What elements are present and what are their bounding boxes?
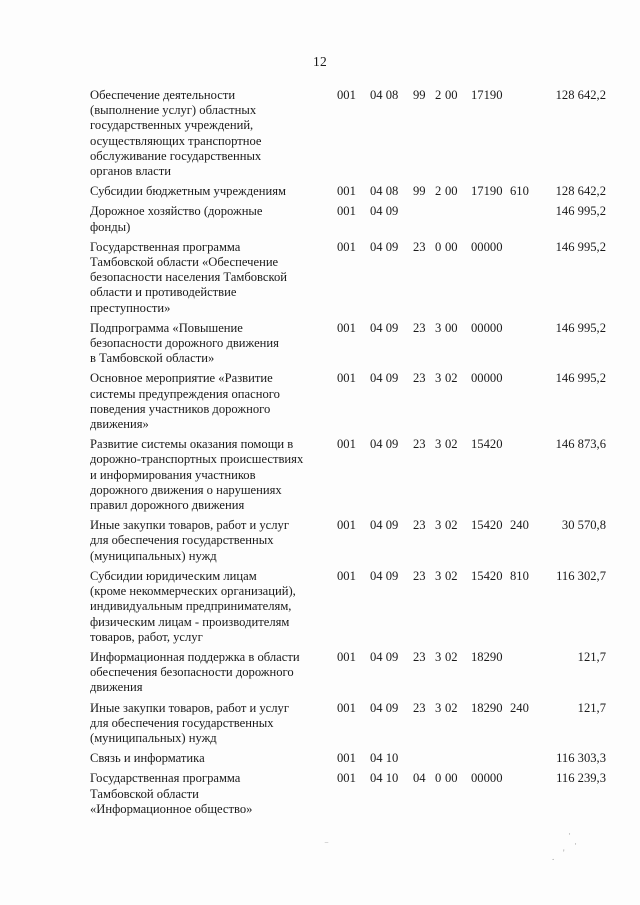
expense-number-code: 17190: [471, 184, 503, 199]
page-number: 12: [313, 54, 327, 69]
section-code: 04 09: [370, 700, 399, 715]
amount: 146 995,2: [555, 371, 606, 386]
program-code: 23: [413, 700, 426, 715]
section-code: 04 09: [370, 239, 399, 254]
section-code: 04 08: [370, 184, 399, 199]
admin-code: 001: [337, 568, 356, 583]
table-row: [90, 751, 606, 766]
table-row: [90, 437, 606, 513]
expense-number-code: 15420: [471, 518, 503, 533]
amount: 116 303,3: [556, 751, 606, 766]
program-code: 23: [413, 239, 426, 254]
section-code: 04 09: [370, 371, 399, 386]
admin-code: 001: [337, 437, 356, 452]
admin-code: 001: [337, 320, 356, 335]
main-event-code: 02: [445, 371, 458, 386]
main-event-code: 02: [445, 437, 458, 452]
row-description: Развитие системы оказания помощи в дорожно-транспортных происшествиях и информирования участников дорожного движения о нарушениях правил дорожного движения: [90, 437, 304, 513]
main-event-code: 02: [445, 649, 458, 664]
main-event-code: 02: [445, 700, 458, 715]
amount: 30 570,8: [561, 518, 606, 533]
row-description: Иные закупки товаров, работ и услуг для обеспечения государственных (муниципальных) нужд: [90, 700, 290, 745]
section-code: 04 09: [370, 437, 399, 452]
main-event-code: 00: [445, 320, 458, 335]
amount: 146 873,6: [555, 437, 606, 452]
row-description: Дорожное хозяйство (дорожные фонды): [90, 204, 263, 234]
section-code: 04 09: [370, 204, 399, 219]
admin-code: 001: [337, 771, 356, 786]
row-description: Субсидии юридическим лицам (кроме некоммерческих организаций), индивидуальным предпринимателям, физическим лицам - производителям товаров, работ, услуг: [90, 568, 296, 644]
expense-number-code: 18290: [471, 649, 503, 664]
expense-type-code: 240: [510, 518, 529, 533]
program-code: 99: [413, 88, 426, 102]
main-event-code: 00: [445, 239, 458, 254]
expense-type-code: 240: [510, 700, 529, 715]
section-code: 04 09: [370, 320, 399, 335]
subprogram-code: 3: [435, 518, 442, 533]
scan-speck: ‾: [325, 842, 328, 852]
amount: 128 642,2: [555, 184, 606, 199]
section-code: 04 08: [370, 88, 399, 102]
admin-code: 001: [337, 184, 356, 199]
section-code: 04 10: [370, 751, 399, 766]
admin-code: 001: [337, 649, 356, 664]
main-event-code: 02: [445, 518, 458, 533]
table-row: [90, 701, 606, 747]
subprogram-code: 0: [435, 771, 442, 786]
subprogram-code: 3: [435, 700, 442, 715]
table-row: [90, 184, 606, 199]
amount: 121,7: [577, 700, 606, 715]
table-row: [90, 204, 606, 234]
row-description: Информационная поддержка в области обеспечения безопасности дорожного движения: [90, 649, 300, 695]
program-code: 23: [413, 371, 426, 386]
subprogram-code: 2: [435, 184, 442, 199]
expense-number-code: 00000: [471, 239, 503, 254]
amount: 128 642,2: [555, 88, 606, 102]
amount: 146 995,2: [555, 204, 606, 219]
table-row: [90, 650, 606, 696]
subprogram-code: 2: [435, 88, 442, 102]
subprogram-code: 3: [435, 437, 442, 452]
admin-code: 001: [337, 700, 356, 715]
subprogram-code: 3: [435, 371, 442, 386]
amount: 146 995,2: [555, 239, 606, 254]
table-row: [90, 518, 606, 564]
main-event-code: 00: [445, 88, 458, 102]
section-code: 04 09: [370, 568, 399, 583]
table-row: [90, 240, 606, 316]
table-row: [90, 371, 606, 432]
expense-number-code: 15420: [471, 437, 503, 452]
expense-number-code: 00000: [471, 320, 503, 335]
scan-speck: ': [563, 848, 565, 858]
row-description: Обеспечение деятельности (выполнение услуг) областных государственных учреждений, осуществляющих транспортное обслуживание государственных органов власти: [90, 88, 262, 179]
subprogram-code: 0: [435, 239, 442, 254]
row-description: Государственная программа Тамбовской области «Информационное общество»: [90, 771, 253, 816]
expense-number-code: 18290: [471, 700, 503, 715]
program-code: 23: [413, 649, 426, 664]
expense-number-code: 15420: [471, 568, 503, 583]
expense-type-code: 810: [510, 568, 529, 583]
admin-code: 001: [337, 518, 356, 533]
program-code: 04: [413, 771, 426, 786]
program-code: 99: [413, 184, 426, 199]
amount: 146 995,2: [555, 320, 606, 335]
program-code: 23: [413, 518, 426, 533]
row-description: Государственная программа Тамбовской области «Обеспечение безопасности населения Тамбовской области и противодействие преступности»: [90, 239, 288, 315]
row-description: Иные закупки товаров, работ и услуг для обеспечения государственных (муниципальных) нужд: [90, 518, 290, 563]
expense-type-code: 610: [510, 184, 529, 199]
budget-table: [90, 88, 606, 822]
program-code: 23: [413, 320, 426, 335]
subprogram-code: 3: [435, 320, 442, 335]
section-code: 04 09: [370, 649, 399, 664]
admin-code: 001: [337, 88, 356, 102]
expense-number-code: 00000: [471, 371, 503, 386]
table-row: [90, 771, 606, 817]
section-code: 04 10: [370, 771, 399, 786]
row-description: Связь и информатика: [90, 751, 205, 766]
scan-speck: .: [552, 852, 555, 862]
program-code: 23: [413, 568, 426, 583]
amount: 116 302,7: [556, 568, 606, 583]
scan-speck: ·: [574, 839, 577, 849]
row-description: Основное мероприятие «Развитие системы предупреждения опасного поведения участников дорожного движения»: [90, 371, 280, 432]
subprogram-code: 3: [435, 649, 442, 664]
program-code: 23: [413, 437, 426, 452]
row-description: Подпрограмма «Повышение безопасности дорожного движения в Тамбовской области»: [90, 320, 279, 366]
admin-code: 001: [337, 239, 356, 254]
admin-code: 001: [337, 204, 356, 219]
main-event-code: 02: [445, 568, 458, 583]
admin-code: 001: [337, 371, 356, 386]
subprogram-code: 3: [435, 568, 442, 583]
table-row: [90, 569, 606, 645]
amount: 121,7: [577, 649, 606, 664]
row-description: Субсидии бюджетным учреждениям: [90, 184, 286, 199]
main-event-code: 00: [445, 184, 458, 199]
table-row: [90, 321, 606, 367]
main-event-code: 00: [445, 771, 458, 786]
amount: 116 239,3: [556, 771, 606, 786]
table-row: [90, 88, 606, 179]
scan-speck: ·: [568, 829, 571, 839]
expense-number-code: 00000: [471, 771, 503, 786]
admin-code: 001: [337, 751, 356, 766]
section-code: 04 09: [370, 518, 399, 533]
expense-number-code: 17190: [471, 88, 503, 102]
